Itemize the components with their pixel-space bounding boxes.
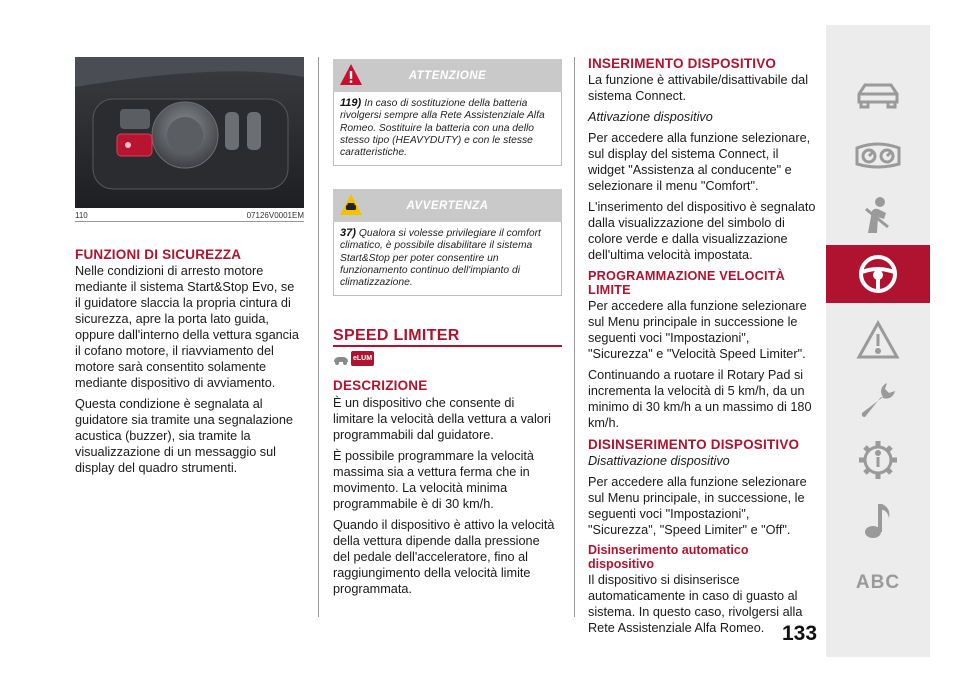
section-title-rule bbox=[333, 345, 562, 347]
attenzione-box bbox=[333, 59, 562, 166]
subheading-attivazione: Attivazione dispositivo bbox=[588, 110, 713, 124]
elum-badge bbox=[333, 351, 374, 366]
figure-number: 110 bbox=[75, 211, 88, 220]
attenzione-body bbox=[333, 92, 562, 166]
paragraph: Questa condizione è segnalata al guidatore sia tramite una segnalazione acustica (buzzer), sia tramite la visualizzazione di un messaggio sul display del quadro strumenti. bbox=[75, 397, 293, 475]
dashboard-gauges-icon[interactable] bbox=[826, 130, 930, 180]
figure-code: 07126V0001EM bbox=[246, 211, 304, 220]
heading-funzioni-sicurezza: FUNZIONI DI SICUREZZA bbox=[75, 247, 242, 262]
note-text: In caso di sostituzione della batteria rivolgersi sempre alla Rete Assistenziale Alfa Romeo. Sostituire la batteria con una dello stesso tipo (HEAVYDUTY) e con le stesse caratteristiche. bbox=[340, 98, 545, 159]
note-number: 37) bbox=[340, 227, 356, 239]
start-stop-button-photo bbox=[75, 57, 304, 208]
paragraph: È un dispositivo che consente di limitare la velocità della vettura a valori programmabili dal guidatore. bbox=[333, 396, 551, 442]
paragraph: Nelle condizioni di arresto motore mediante il sistema Start&Stop Evo, se il guidatore slaccia la propria cintura di sicurezza, apre la porta lato guida, oppure dall'interno della vettura sgancia il cofano motore, il riavviamento del motore sarà consentito solamente mediante dispositivo di avviamento. bbox=[75, 264, 299, 390]
seatbelt-person-icon[interactable] bbox=[826, 190, 930, 240]
paragraph: La funzione è attivabile/disattivabile dal sistema Connect. bbox=[588, 73, 809, 103]
subheading-disattivazione: Disattivazione dispositivo bbox=[588, 454, 730, 468]
figure-rule bbox=[75, 221, 304, 222]
paragraph: Per accedere alla funzione selezionare sul Menu principale, in successione, le seguenti voci "Impostazioni", "Sicurezza", "Speed Limiter" e "Off". bbox=[588, 475, 807, 537]
paragraph: È possibile programmare la velocità massima sia a vettura ferma che in movimento. La velocità minima programmabile è di 30 km/h. bbox=[333, 449, 534, 511]
warning-icon bbox=[339, 63, 363, 90]
paragraph: Il dispositivo si disinserisce automaticamente in caso di guasto al sistema. In questo caso, rivolgersi alla Rete Assistenziale Alfa Romeo. bbox=[588, 573, 803, 635]
caution-icon bbox=[339, 193, 363, 220]
avvertenza-box bbox=[333, 189, 562, 296]
paragraph: L'inserimento del dispositivo è segnalato dalla visualizzazione del simbolo di colore verde e dalla visualizzazione dell'ultima velocità impostata. bbox=[588, 200, 816, 262]
section-title-speed-limiter: SPEED LIMITER bbox=[333, 327, 460, 344]
col1-body bbox=[75, 263, 300, 481]
col2-body bbox=[333, 395, 558, 602]
abc-index-label[interactable]: ABC bbox=[855, 572, 901, 593]
paragraph: Quando il dispositivo è attivo la velocità della vettura dipende dalla pressione del pedale dell'acceleratore, fino al raggiungimento della velocità limite programmata. bbox=[333, 518, 555, 596]
music-note-icon[interactable] bbox=[826, 495, 930, 545]
attenzione-title: ATTENZIONE bbox=[408, 69, 487, 82]
note-number: 119) bbox=[340, 97, 362, 109]
paragraph: Continuando a ruotare il Rotary Pad si incrementa la velocità di 5 km/h, da un minimo di 30 km/h a un massimo di 180 km/h. bbox=[588, 368, 812, 430]
heading-descrizione: DESCRIZIONE bbox=[333, 378, 428, 393]
col3-body-2 bbox=[588, 298, 816, 431]
column-divider bbox=[318, 57, 319, 617]
paragraph: Per accedere alla funzione selezionare, sul display del sistema Connect, il widget "Assistenza al conducente" e selezionare il menu "Comfort". bbox=[588, 131, 811, 193]
heading-programmazione: PROGRAMMAZIONE VELOCITÀ LIMITE bbox=[588, 269, 786, 297]
note-text: Qualora si volesse privilegiare il comfort climatico, è possibile disabilitare il sistema Start&Stop per poter consentire un funzionamento continuo dell'impianto di climatizzazione. bbox=[340, 228, 541, 289]
col3 bbox=[588, 56, 816, 641]
attenzione-header bbox=[333, 59, 562, 92]
steering-wheel-icon[interactable] bbox=[826, 245, 930, 303]
avvertenza-header bbox=[333, 189, 562, 222]
gear-info-icon[interactable] bbox=[826, 435, 930, 485]
warning-triangle-icon[interactable] bbox=[826, 315, 930, 365]
wrench-icon[interactable] bbox=[826, 375, 930, 425]
car-silhouette-icon bbox=[333, 352, 349, 366]
col3-body-3 bbox=[588, 453, 816, 538]
heading-disinserimento-automatico: Disinserimento automatico dispositivo bbox=[588, 543, 749, 571]
page-number: 133 bbox=[782, 622, 818, 645]
elum-label: eLUM bbox=[351, 351, 374, 366]
column-divider bbox=[574, 57, 575, 617]
heading-inserimento: INSERIMENTO DISPOSITIVO bbox=[588, 56, 777, 71]
col3-body-1 bbox=[588, 72, 816, 263]
heading-disinserimento: DISINSERIMENTO DISPOSITIVO bbox=[588, 437, 800, 452]
paragraph: Per accedere alla funzione selezionare sul Menu principale in successione le seguenti voci "Impostazioni", "Sicurezza" e "Velocità Speed Limiter". bbox=[588, 299, 807, 361]
figure-caption bbox=[75, 211, 304, 220]
car-icon[interactable] bbox=[826, 70, 930, 120]
avvertenza-title: AVVERTENZA bbox=[406, 199, 489, 212]
avvertenza-body bbox=[333, 222, 562, 296]
